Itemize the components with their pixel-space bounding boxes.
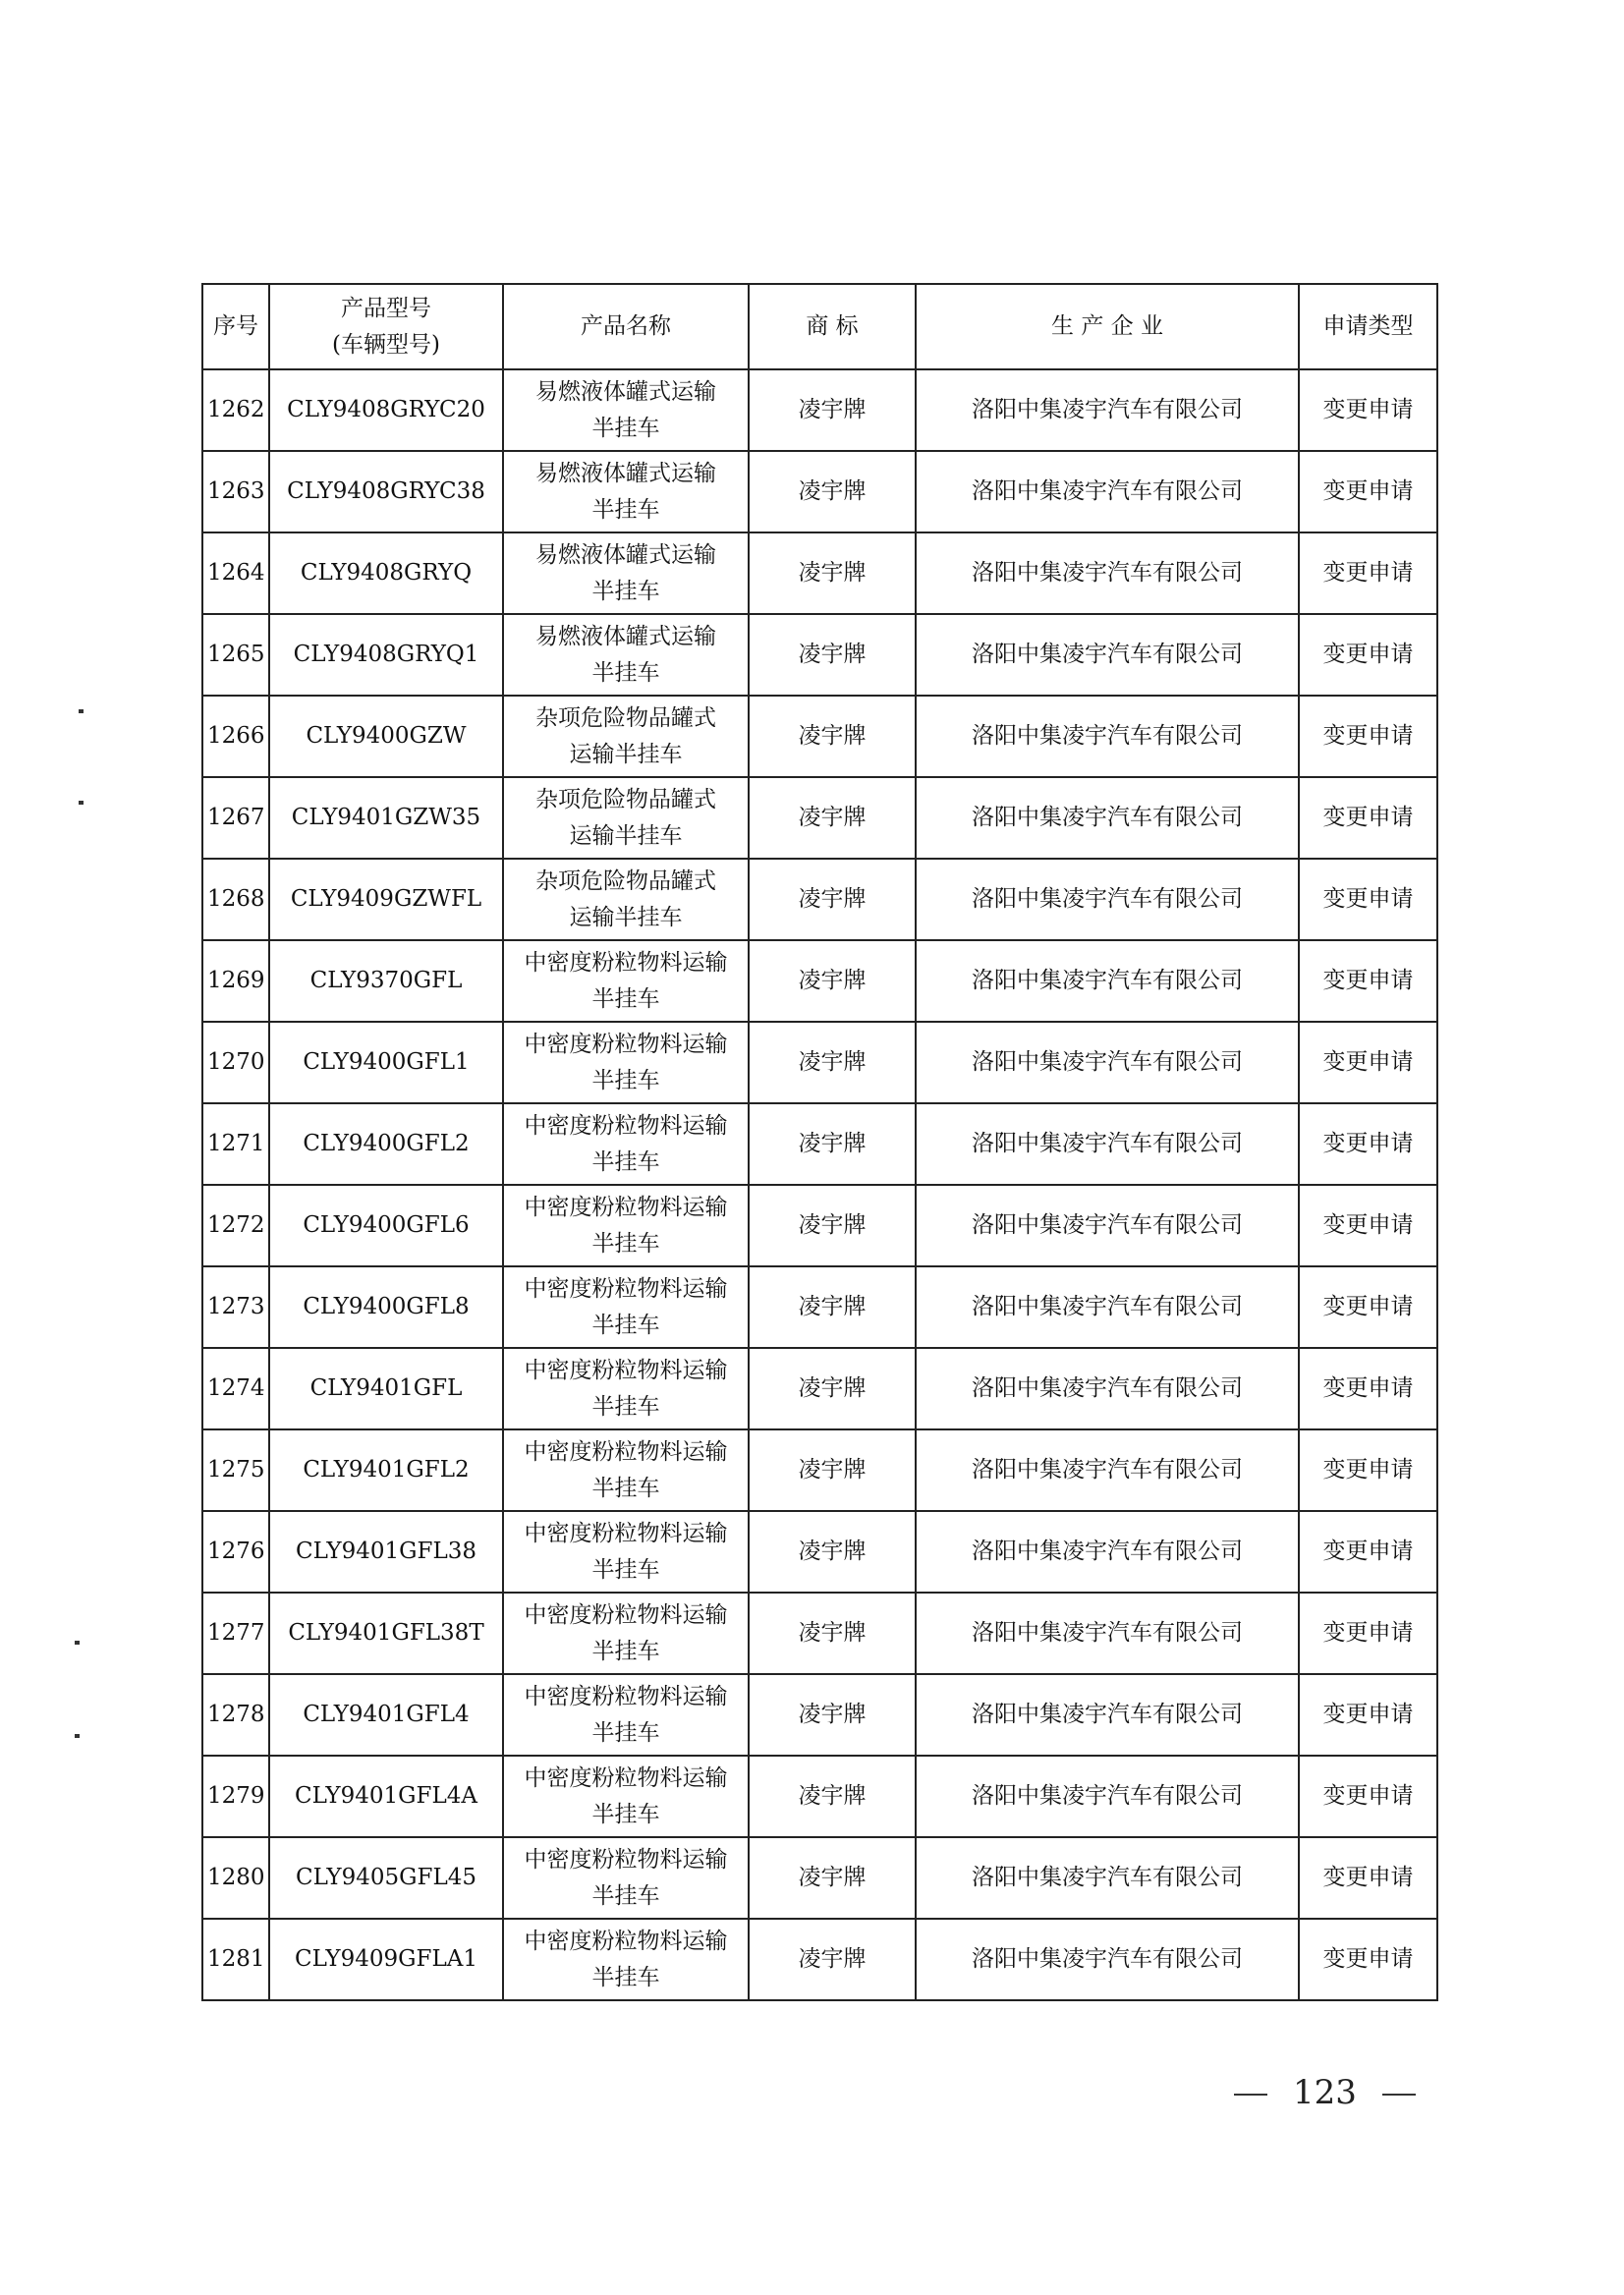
- table-row: [202, 1511, 1437, 1593]
- cell-maker: 洛阳中集凌宇汽车有限公司: [916, 614, 1299, 696]
- cell-maker: 洛阳中集凌宇汽车有限公司: [916, 532, 1299, 614]
- product-name-line1: 中密度粉粒物料运输: [524, 949, 728, 976]
- product-name-line1: 中密度粉粒物料运输: [524, 1601, 728, 1628]
- cell-seq: 1278: [202, 1674, 269, 1756]
- cell-seq: 1266: [202, 696, 269, 777]
- product-name-line2: 半挂车: [591, 1312, 660, 1338]
- product-name-line2: 半挂车: [591, 1393, 660, 1420]
- product-name-line1: 杂项危险物品罐式: [535, 704, 716, 731]
- product-name-line2: 半挂车: [591, 1964, 660, 1990]
- cell-maker: 洛阳中集凌宇汽车有限公司: [916, 777, 1299, 859]
- header-seq: 序号: [202, 284, 269, 369]
- table-row: [202, 1266, 1437, 1348]
- table-row: [202, 1185, 1437, 1266]
- cell-product-name: [503, 1022, 749, 1103]
- cell-model: CLY9401GZW35: [269, 777, 503, 859]
- cell-brand: 凌宇牌: [749, 369, 916, 451]
- cell-brand: 凌宇牌: [749, 696, 916, 777]
- cell-model: CLY9401GFL: [269, 1348, 503, 1429]
- cell-brand: 凌宇牌: [749, 777, 916, 859]
- cell-seq: 1279: [202, 1756, 269, 1837]
- cell-brand: 凌宇牌: [749, 940, 916, 1022]
- cell-application-type: 变更申请: [1299, 1185, 1437, 1266]
- cell-product-name: [503, 1756, 749, 1837]
- product-name-line1: 中密度粉粒物料运输: [524, 1194, 728, 1220]
- table-header-row: [202, 284, 1437, 369]
- cell-application-type: 变更申请: [1299, 696, 1437, 777]
- cell-product-name: [503, 1103, 749, 1185]
- cell-model: CLY9370GFL: [269, 940, 503, 1022]
- product-name-line2: 半挂车: [591, 659, 660, 686]
- cell-product-name: [503, 940, 749, 1022]
- cell-model: CLY9401GFL4A: [269, 1756, 503, 1837]
- cell-application-type: 变更申请: [1299, 1674, 1437, 1756]
- cell-seq: 1262: [202, 369, 269, 451]
- cell-maker: 洛阳中集凌宇汽车有限公司: [916, 1103, 1299, 1185]
- table-row: [202, 1674, 1437, 1756]
- cell-application-type: 变更申请: [1299, 1348, 1437, 1429]
- product-name-line1: 中密度粉粒物料运输: [524, 1520, 728, 1546]
- cell-seq: 1275: [202, 1429, 269, 1511]
- product-name-line2: 半挂车: [591, 1882, 660, 1909]
- cell-brand: 凌宇牌: [749, 451, 916, 532]
- table-row: [202, 1022, 1437, 1103]
- cell-maker: 洛阳中集凌宇汽车有限公司: [916, 1756, 1299, 1837]
- cell-seq: 1267: [202, 777, 269, 859]
- table-row: [202, 1837, 1437, 1919]
- product-name-line1: 中密度粉粒物料运输: [524, 1275, 728, 1302]
- page-number: 123: [1293, 2073, 1357, 2112]
- product-name-line1: 杂项危险物品罐式: [535, 786, 716, 812]
- cell-maker: 洛阳中集凌宇汽车有限公司: [916, 369, 1299, 451]
- cell-seq: 1274: [202, 1348, 269, 1429]
- cell-maker: 洛阳中集凌宇汽车有限公司: [916, 1919, 1299, 2000]
- cell-seq: 1273: [202, 1266, 269, 1348]
- cell-application-type: 变更申请: [1299, 1837, 1437, 1919]
- table-row: [202, 777, 1437, 859]
- cell-maker: 洛阳中集凌宇汽车有限公司: [916, 696, 1299, 777]
- product-name-line1: 易燃液体罐式运输: [535, 541, 716, 568]
- product-name-line2: 半挂车: [591, 1719, 660, 1746]
- product-name-line1: 中密度粉粒物料运输: [524, 1683, 728, 1709]
- margin-mark: [75, 1641, 80, 1645]
- cell-brand: 凌宇牌: [749, 859, 916, 940]
- cell-application-type: 变更申请: [1299, 1919, 1437, 2000]
- header-model-line1: 产品型号: [341, 295, 431, 321]
- cell-maker: 洛阳中集凌宇汽车有限公司: [916, 1022, 1299, 1103]
- header-maker: 生 产 企 业: [916, 284, 1299, 369]
- cell-application-type: 变更申请: [1299, 777, 1437, 859]
- product-name-line1: 杂项危险物品罐式: [535, 868, 716, 894]
- product-name-line2: 半挂车: [591, 985, 660, 1012]
- table-row: [202, 532, 1437, 614]
- margin-mark: [75, 1734, 80, 1738]
- header-type: 申请类型: [1299, 284, 1437, 369]
- cell-product-name: [503, 1429, 749, 1511]
- cell-product-name: [503, 1266, 749, 1348]
- cell-seq: 1271: [202, 1103, 269, 1185]
- cell-maker: 洛阳中集凌宇汽车有限公司: [916, 1674, 1299, 1756]
- cell-application-type: 变更申请: [1299, 940, 1437, 1022]
- table-row: [202, 696, 1437, 777]
- cell-brand: 凌宇牌: [749, 1674, 916, 1756]
- cell-brand: 凌宇牌: [749, 1511, 916, 1593]
- cell-maker: 洛阳中集凌宇汽车有限公司: [916, 1185, 1299, 1266]
- header-name: 产品名称: [503, 284, 749, 369]
- cell-application-type: 变更申请: [1299, 369, 1437, 451]
- cell-brand: 凌宇牌: [749, 1429, 916, 1511]
- table-row: [202, 1593, 1437, 1674]
- product-name-line2: 运输半挂车: [569, 904, 683, 930]
- cell-model: CLY9400GZW: [269, 696, 503, 777]
- cell-product-name: [503, 696, 749, 777]
- cell-brand: 凌宇牌: [749, 1919, 916, 2000]
- cell-maker: 洛阳中集凌宇汽车有限公司: [916, 940, 1299, 1022]
- cell-brand: 凌宇牌: [749, 1593, 916, 1674]
- cell-model: CLY9405GFL45: [269, 1837, 503, 1919]
- cell-application-type: 变更申请: [1299, 1103, 1437, 1185]
- cell-model: CLY9408GRYQ: [269, 532, 503, 614]
- margin-mark: [79, 709, 84, 713]
- product-name-line2: 运输半挂车: [569, 822, 683, 849]
- cell-seq: 1268: [202, 859, 269, 940]
- product-name-line2: 半挂车: [591, 1067, 660, 1093]
- product-name-line2: 半挂车: [591, 1475, 660, 1501]
- product-name-line1: 易燃液体罐式运输: [535, 623, 716, 649]
- cell-product-name: [503, 1348, 749, 1429]
- header-model-line2: (车辆型号): [332, 331, 440, 358]
- cell-maker: 洛阳中集凌宇汽车有限公司: [916, 1511, 1299, 1593]
- header-brand: 商 标: [749, 284, 916, 369]
- cell-seq: 1272: [202, 1185, 269, 1266]
- cell-seq: 1276: [202, 1511, 269, 1593]
- table-row: [202, 859, 1437, 940]
- cell-seq: 1270: [202, 1022, 269, 1103]
- product-name-line1: 中密度粉粒物料运输: [524, 1357, 728, 1383]
- cell-seq: 1281: [202, 1919, 269, 2000]
- cell-product-name: [503, 1185, 749, 1266]
- cell-brand: 凌宇牌: [749, 614, 916, 696]
- cell-model: CLY9401GFL4: [269, 1674, 503, 1756]
- cell-maker: 洛阳中集凌宇汽车有限公司: [916, 1429, 1299, 1511]
- cell-product-name: [503, 451, 749, 532]
- footer-dash-left: [1234, 2094, 1267, 2096]
- cell-application-type: 变更申请: [1299, 532, 1437, 614]
- table-row: [202, 1103, 1437, 1185]
- cell-product-name: [503, 859, 749, 940]
- product-name-line2: 半挂车: [591, 1556, 660, 1583]
- footer-dash-right: [1382, 2094, 1416, 2096]
- cell-seq: 1263: [202, 451, 269, 532]
- table-row: [202, 1756, 1437, 1837]
- cell-application-type: 变更申请: [1299, 1511, 1437, 1593]
- table-row: [202, 1348, 1437, 1429]
- cell-application-type: 变更申请: [1299, 1266, 1437, 1348]
- cell-product-name: [503, 777, 749, 859]
- cell-application-type: 变更申请: [1299, 1429, 1437, 1511]
- cell-seq: 1280: [202, 1837, 269, 1919]
- cell-application-type: 变更申请: [1299, 1593, 1437, 1674]
- product-name-line2: 运输半挂车: [569, 741, 683, 767]
- product-name-line2: 半挂车: [591, 415, 660, 441]
- cell-application-type: 变更申请: [1299, 614, 1437, 696]
- product-name-line1: 中密度粉粒物料运输: [524, 1438, 728, 1465]
- table-row: [202, 1919, 1437, 2000]
- cell-maker: 洛阳中集凌宇汽车有限公司: [916, 451, 1299, 532]
- cell-application-type: 变更申请: [1299, 1022, 1437, 1103]
- cell-maker: 洛阳中集凌宇汽车有限公司: [916, 1593, 1299, 1674]
- product-name-line1: 易燃液体罐式运输: [535, 460, 716, 486]
- vehicle-registry-table: [201, 283, 1438, 2001]
- product-name-line1: 中密度粉粒物料运输: [524, 1928, 728, 1954]
- cell-maker: 洛阳中集凌宇汽车有限公司: [916, 1348, 1299, 1429]
- product-name-line1: 中密度粉粒物料运输: [524, 1031, 728, 1057]
- header-model: [269, 284, 503, 369]
- table-row: [202, 1429, 1437, 1511]
- cell-model: CLY9409GFLA1: [269, 1919, 503, 2000]
- cell-seq: 1269: [202, 940, 269, 1022]
- cell-model: CLY9400GFL1: [269, 1022, 503, 1103]
- product-name-line2: 半挂车: [591, 496, 660, 523]
- table-body: [202, 369, 1437, 2000]
- cell-model: CLY9409GZWFL: [269, 859, 503, 940]
- table-row: [202, 369, 1437, 451]
- cell-brand: 凌宇牌: [749, 1022, 916, 1103]
- cell-brand: 凌宇牌: [749, 1185, 916, 1266]
- product-name-line1: 中密度粉粒物料运输: [524, 1846, 728, 1873]
- table-row: [202, 614, 1437, 696]
- cell-model: CLY9400GFL8: [269, 1266, 503, 1348]
- page-footer: [1208, 2071, 1434, 2114]
- cell-product-name: [503, 369, 749, 451]
- product-name-line2: 半挂车: [591, 578, 660, 604]
- cell-application-type: 变更申请: [1299, 1756, 1437, 1837]
- product-name-line1: 中密度粉粒物料运输: [524, 1112, 728, 1139]
- cell-application-type: 变更申请: [1299, 859, 1437, 940]
- cell-maker: 洛阳中集凌宇汽车有限公司: [916, 1266, 1299, 1348]
- cell-brand: 凌宇牌: [749, 532, 916, 614]
- cell-brand: 凌宇牌: [749, 1348, 916, 1429]
- product-name-line1: 中密度粉粒物料运输: [524, 1764, 728, 1791]
- product-name-line2: 半挂车: [591, 1801, 660, 1827]
- cell-seq: 1264: [202, 532, 269, 614]
- cell-model: CLY9401GFL38: [269, 1511, 503, 1593]
- cell-brand: 凌宇牌: [749, 1103, 916, 1185]
- cell-brand: 凌宇牌: [749, 1837, 916, 1919]
- cell-model: CLY9400GFL2: [269, 1103, 503, 1185]
- cell-brand: 凌宇牌: [749, 1266, 916, 1348]
- cell-model: CLY9408GRYC38: [269, 451, 503, 532]
- table-row: [202, 940, 1437, 1022]
- cell-product-name: [503, 1674, 749, 1756]
- cell-product-name: [503, 614, 749, 696]
- cell-seq: 1277: [202, 1593, 269, 1674]
- cell-product-name: [503, 532, 749, 614]
- product-name-line2: 半挂车: [591, 1148, 660, 1175]
- cell-seq: 1265: [202, 614, 269, 696]
- cell-application-type: 变更申请: [1299, 451, 1437, 532]
- cell-maker: 洛阳中集凌宇汽车有限公司: [916, 859, 1299, 940]
- cell-brand: 凌宇牌: [749, 1756, 916, 1837]
- cell-product-name: [503, 1919, 749, 2000]
- product-name-line2: 半挂车: [591, 1638, 660, 1664]
- margin-mark: [79, 801, 84, 805]
- cell-model: CLY9408GRYQ1: [269, 614, 503, 696]
- product-name-line1: 易燃液体罐式运输: [535, 378, 716, 405]
- cell-model: CLY9401GFL38T: [269, 1593, 503, 1674]
- cell-model: CLY9400GFL6: [269, 1185, 503, 1266]
- cell-model: CLY9408GRYC20: [269, 369, 503, 451]
- cell-product-name: [503, 1593, 749, 1674]
- cell-product-name: [503, 1837, 749, 1919]
- cell-model: CLY9401GFL2: [269, 1429, 503, 1511]
- cell-product-name: [503, 1511, 749, 1593]
- product-name-line2: 半挂车: [591, 1230, 660, 1257]
- cell-maker: 洛阳中集凌宇汽车有限公司: [916, 1837, 1299, 1919]
- table-row: [202, 451, 1437, 532]
